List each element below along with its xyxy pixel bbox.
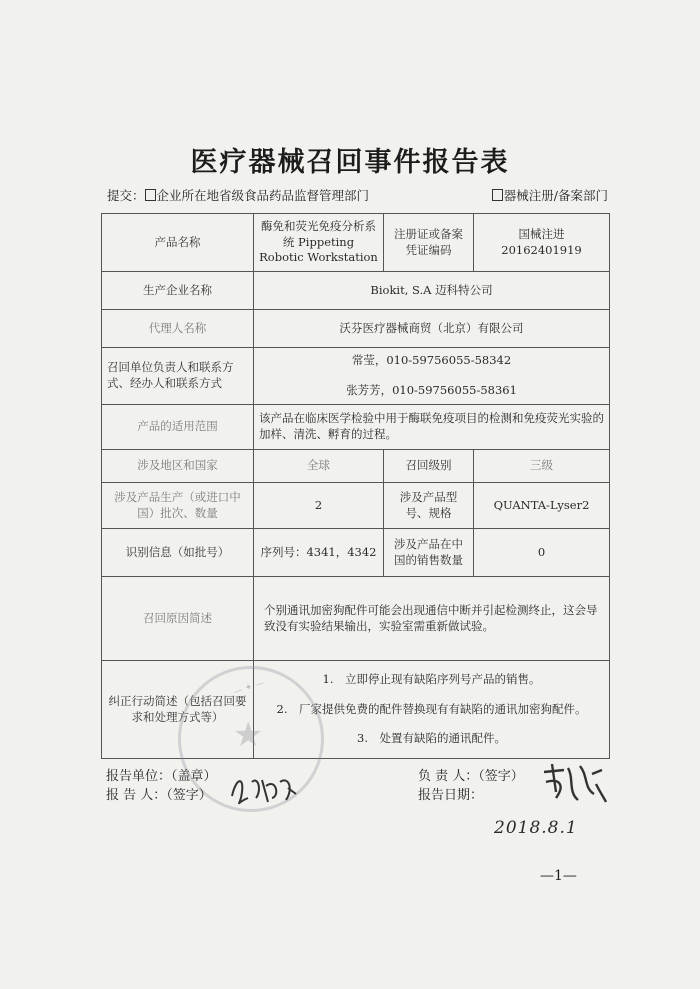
reg-no-value: 国械注进 20162401919	[474, 214, 610, 272]
page-number: —1—	[540, 868, 577, 884]
table-row	[102, 214, 610, 272]
recall-report-table	[101, 213, 610, 759]
scope-value: 该产品在临床医学检验中用于酶联免疫项目的检测和免疫荧光实验的加样、清洗、孵育的过程。	[254, 405, 610, 450]
reg-no-label: 注册证或备案凭证编码	[384, 214, 474, 272]
table-row	[102, 450, 610, 483]
checkbox-registration	[492, 189, 503, 201]
sales-value: 0	[474, 529, 610, 577]
seal-text-mark: — ✦ —	[232, 678, 266, 698]
contact-value-2: 张芳芳，010-59756055-58361	[346, 383, 517, 397]
action-label: 纠正行动简述（包括召回要求和处理方式等）	[102, 661, 254, 759]
recall-level-value: 三级	[474, 450, 610, 483]
region-value: 全球	[254, 450, 384, 483]
report-date-label: 报告日期：	[418, 788, 484, 803]
agent-label: 代理人名称	[102, 310, 254, 348]
submit-option-provincial: 企业所在地省级食品药品监督管理部门	[156, 188, 370, 203]
table-row	[102, 272, 610, 310]
manufacturer-value: Biokit, S.A 迈科特公司	[254, 272, 610, 310]
handwritten-date: 2018.8.1	[494, 818, 578, 838]
submit-label: 提交：	[107, 188, 145, 203]
submit-right	[492, 186, 608, 204]
id-label: 识别信息（如批号）	[102, 529, 254, 577]
scope-label: 产品的适用范围	[102, 405, 254, 450]
reason-value: 个别通讯加密狗配件可能会出现通信中断并引起检测终止，这会导致没有实验结果输出，实验室需重新做试验。	[254, 577, 610, 661]
document-title: 医疗器械召回事件报告表	[190, 147, 510, 178]
table-row	[102, 405, 610, 450]
batch-label: 涉及产品生产（或进口中国）批次、数量	[102, 483, 254, 529]
batch-value: 2	[254, 483, 384, 529]
submit-left	[107, 186, 369, 204]
table-row	[102, 310, 610, 348]
seal-star-icon: ★	[233, 715, 264, 755]
contact-value	[254, 348, 610, 405]
reporter-signature	[228, 768, 300, 808]
responsible-label: 负 责 人：（签字）	[418, 769, 524, 784]
id-value: 序列号：4341，4342	[254, 529, 384, 577]
sales-label: 涉及产品在中国的销售数量	[384, 529, 474, 577]
reason-label: 召回原因简述	[102, 577, 254, 661]
action-item-1: 1. 立即停止现有缺陷序列号产品的销售。	[322, 672, 541, 687]
product-name-label: 产品名称	[102, 214, 254, 272]
action-item-2: 2. 厂家提供免费的配件替换现有有缺陷的通讯加密狗配件。	[276, 701, 587, 716]
table-row	[102, 483, 610, 529]
reporter-label: 报 告 人：（签字）	[106, 788, 212, 803]
recall-level-label: 召回级别	[384, 450, 474, 483]
checkbox-provincial	[145, 189, 156, 201]
manufacturer-label: 生产企业名称	[102, 272, 254, 310]
product-name-value: 酶免和荧光免疫分析系统 Pippeting Robotic Workstation	[254, 214, 384, 272]
contact-label: 召回单位负责人和联系方式、经办人和联系方式	[102, 348, 254, 405]
action-item-3: 3. 处置有缺陷的通讯配件。	[357, 731, 506, 746]
table-row	[102, 577, 610, 661]
submit-option-registration: 器械注册/备案部门	[503, 188, 608, 203]
model-value: QUANTA-Lyser2	[474, 483, 610, 529]
table-row	[102, 529, 610, 577]
region-label: 涉及地区和国家	[102, 450, 254, 483]
table-row	[102, 348, 610, 405]
submit-line	[107, 186, 608, 206]
contact-value-1: 常莹，010-59756055-58342	[351, 353, 512, 368]
agent-value: 沃芬医疗器械商贸（北京）有限公司	[254, 310, 610, 348]
model-label: 涉及产品型号、规格	[384, 483, 474, 529]
report-unit-label: 报告单位：（盖章）	[106, 769, 217, 784]
responsible-signature	[538, 758, 608, 808]
